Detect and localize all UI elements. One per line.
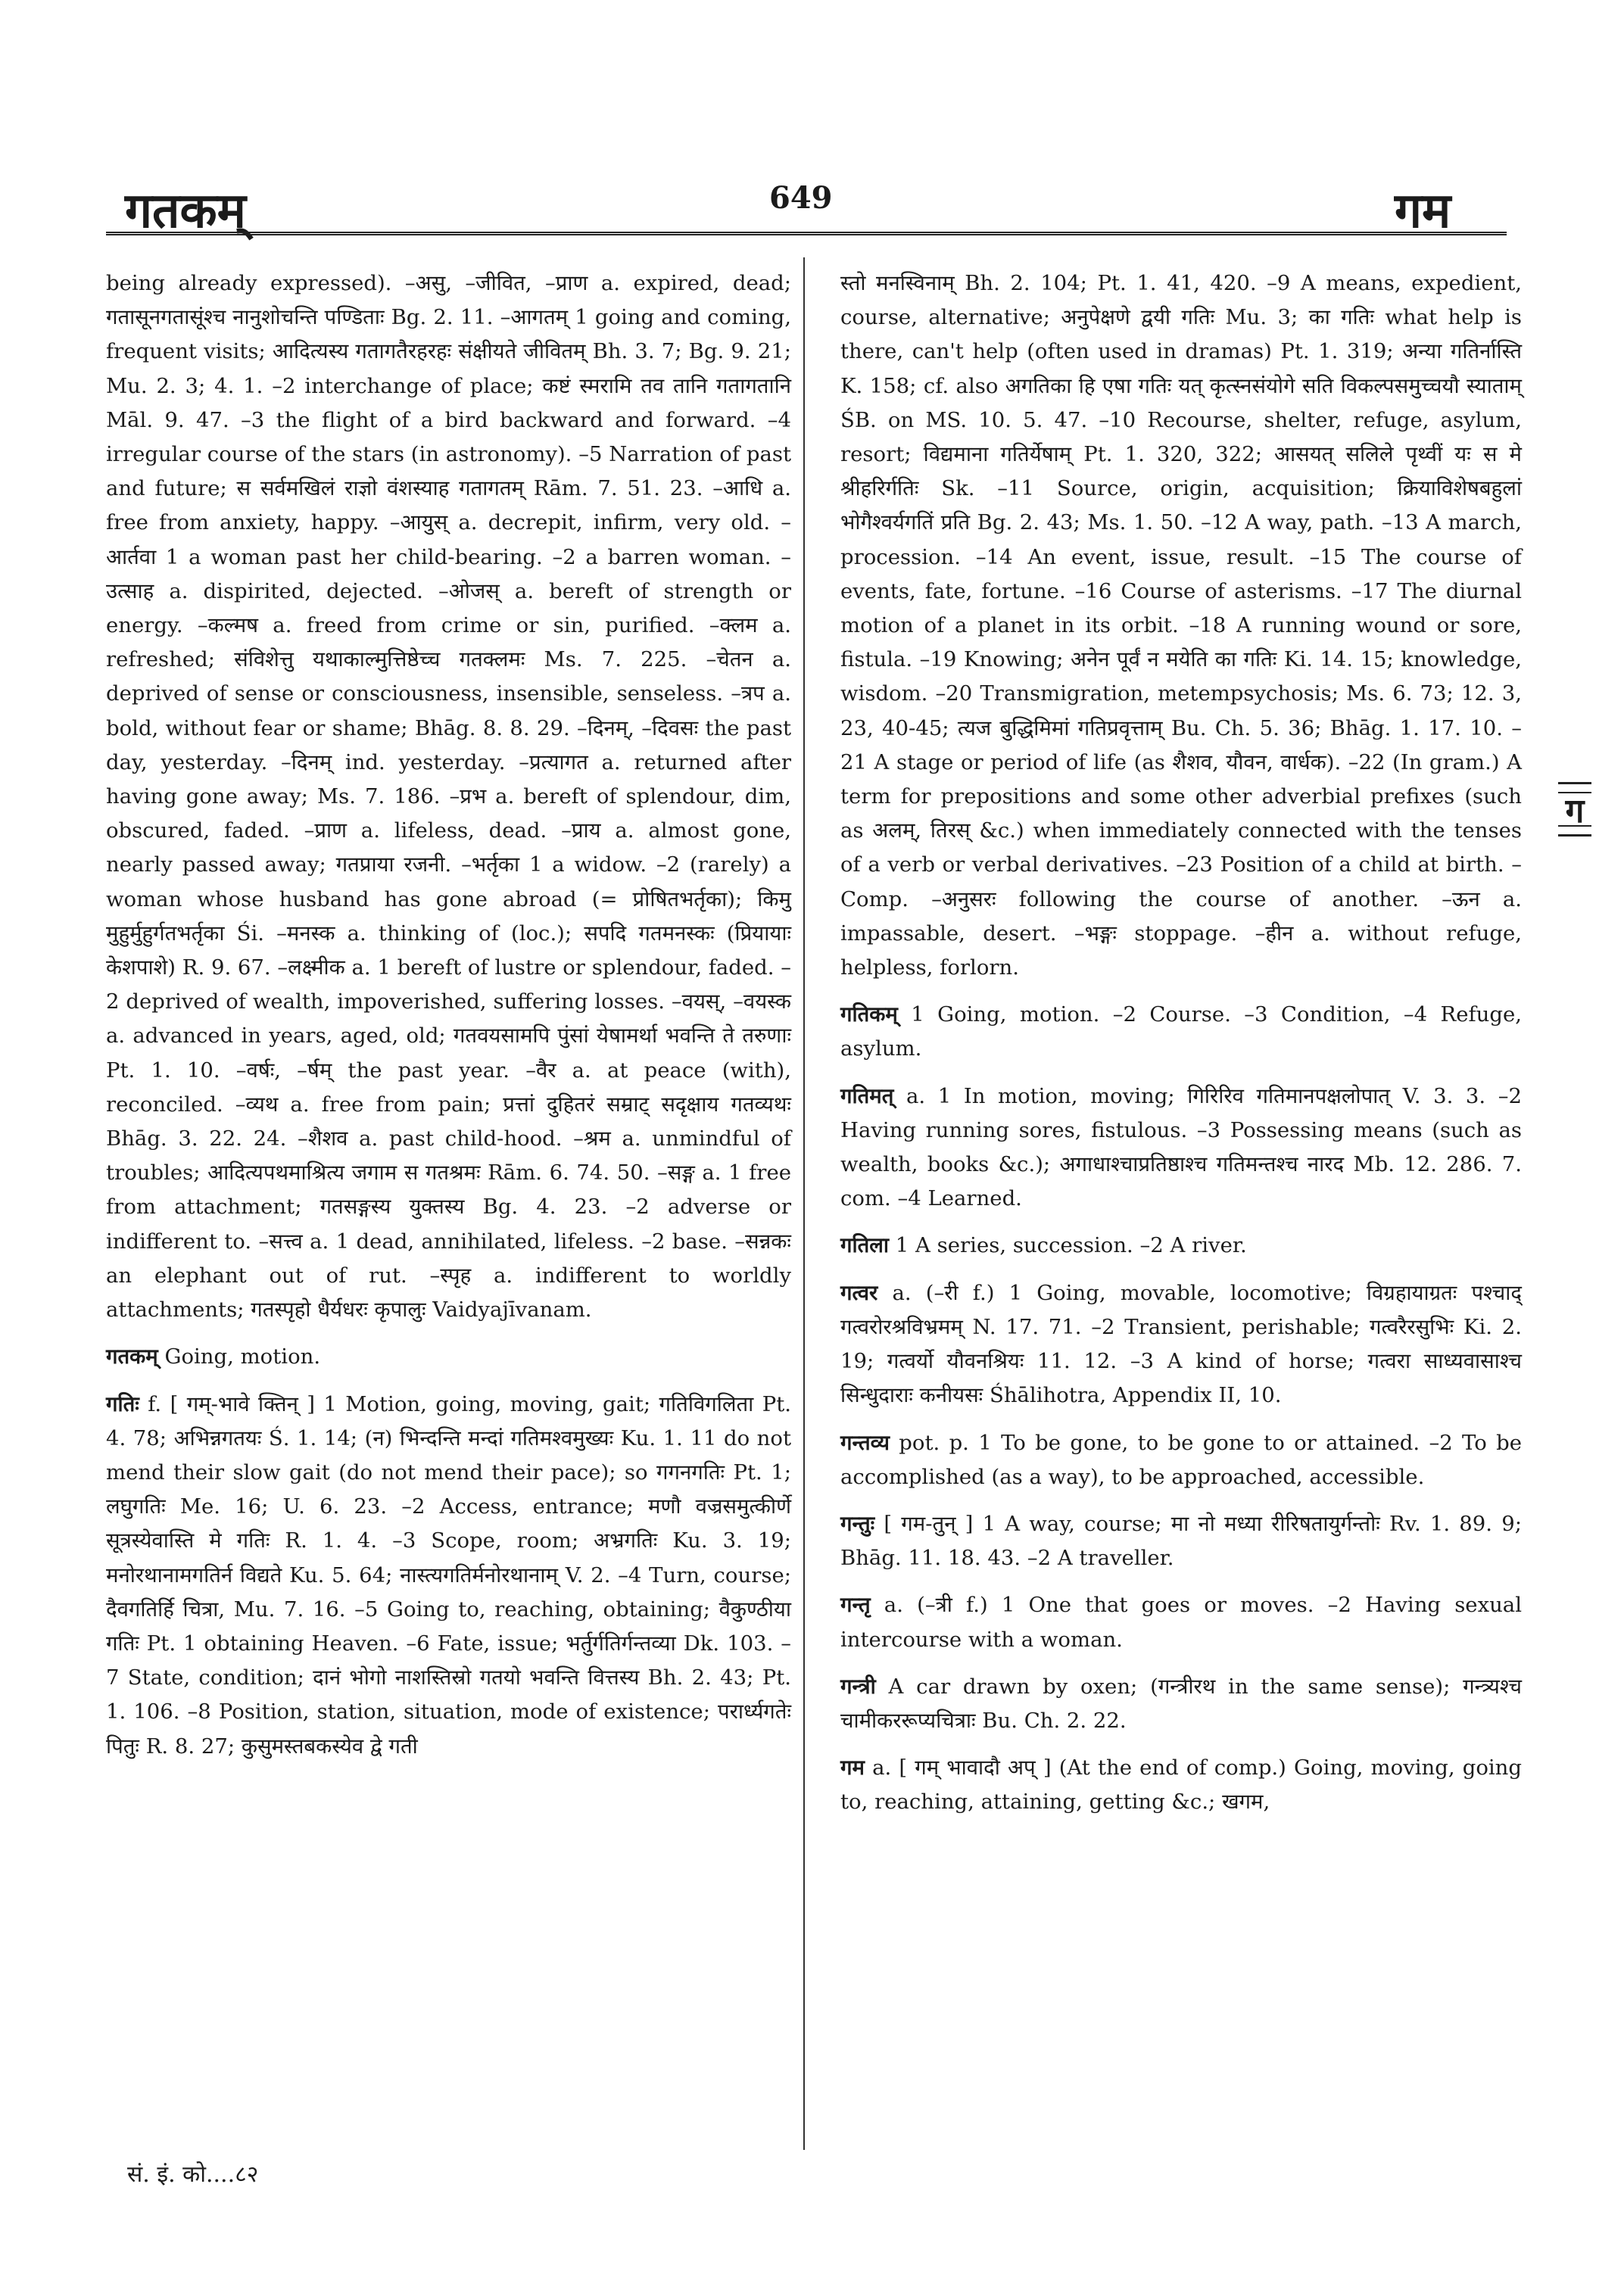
headword: गतिला	[840, 1233, 890, 1258]
entry-gatila	[840, 1229, 1522, 1263]
definition: f. [ गम्-भावे क्तिन् ] 1 Motion, going, moving, gait; गतिविगलिता Pt. 4. 78; अभिन्नगतयः Ś. 1. 14; (न) भिन्दन्ति मन्दां गतिमश्वमुख्यः Ku. 1. 11 do not mend their slow gait (do not mend their pace); so गगनगतिः Pt. 1; लघुगतिः Me. 16; U. 6. 23. –2 Access, entrance; मणौ वज्रसमुत्कीर्णे सूत्रस्येवास्ति मे गतिः R. 1. 4. –3 Scope, room; अभ्रगतिः Ku. 3. 19; मनोरथानामगतिर्न विद्यते Ku. 5. 64; नास्त्यगतिर्मनोरथानाम् V. 2. –4 Turn, course; दैवगतिर्हि चित्रा, Mu. 7. 16. –5 Going to, reaching, obtaining; वैकुण्ठीया गतिः Pt. 1 obtaining Heaven. –6 Fate, issue; भर्तुर्गतिर्गन्तव्या Dk. 103. –7 State, condition; दानं भोगो नाशस्तिस्रो गतयो भवन्ति वित्तस्य Bh. 2. 43; Pt. 1. 106. –8 Position, station, situation, mode of existence; परार्ध्यगतेः पितुः R. 8. 27; कुसुमस्तबकस्येव द्वे गती	[106, 1391, 791, 1759]
headword: गन्तुः	[840, 1511, 875, 1536]
entry-gama	[840, 1751, 1522, 1819]
entry-gantri-noun	[840, 1670, 1522, 1738]
left-guide-word: गतकम्	[125, 182, 246, 239]
definition: 1 Going, motion. –2 Course. –3 Condition, –4 Refuge, asylum.	[840, 1002, 1522, 1061]
footer-signature: सं. इं. को....८२	[127, 2161, 259, 2188]
entry-gatakam	[106, 1340, 791, 1374]
left-column	[106, 266, 791, 1777]
right-guide-word: गम	[1395, 182, 1451, 239]
entry-gatikam	[840, 998, 1522, 1066]
headword: गतिः	[106, 1391, 139, 1416]
headword: गतिकम्	[840, 1002, 898, 1027]
headword: गतकम्	[106, 1344, 158, 1369]
entry-gatimat	[840, 1080, 1522, 1217]
column-divider	[803, 257, 805, 2150]
left-continuation: being already expressed). –असु, –जीवित, –प्राण a. expired, dead; गतासूनगतासूंश्च नानुशोचन्ति पण्डिताः Bg. 2. 11. –आगतम् 1 going and coming, frequent visits; आदित्यस्य गतागतैरहरहः संक्षीयते जीवितम् Bh. 3. 7; Bg. 9. 21; Mu. 2. 3; 4. 1. –2 interchange of place; कष्टं स्मरामि तव तानि गतागतानि Māl. 9. 47. –3 the flight of a bird backward and forward. –4 irregular course of the stars (in astronomy). –5 Narration of past and future; स सर्वमखिलं राज्ञो वंशस्याह गतागतम् Rām. 7. 51. 23. –आधि a. free from anxiety, happy. –आयुस् a. decrepit, infirm, very old. –आर्तवा 1 a woman past her child-bearing. –2 a barren woman. –उत्साह a. dispirited, dejected. –ओजस् a. bereft of strength or energy. –कल्मष a. freed from crime or sin, purified. –क्लम a. refreshed; संविशेत्तु यथाकाल्मुत्तिष्ठेच्च गतक्लमः Ms. 7. 225. –चेतन a. deprived of sense or consciousness, insensible, senseless. –त्रप a. bold, without fear or shame; Bhāg. 8. 8. 29. –दिनम्, –दिवसः the past day, yesterday. –दिनम् ind. yesterday. –प्रत्यागत a. returned after having gone away; Ms. 7. 186. –प्रभ a. bereft of splendour, dim, obscured, faded. –प्राण a. lifeless, dead. –प्राय a. almost gone, nearly passed away; गतप्राया रजनी. –भर्तृका 1 a widow. –2 (rarely) a woman whose husband has gone abroad (= प्रोषितभर्तृका); किमु मुहुर्मुहुर्गतभर्तृका Śi. –मनस्क a. thinking of (loc.); सपदि गतमनस्कः (प्रियायाः केशपाशे) R. 9. 67. –लक्ष्मीक a. 1 bereft of lustre or splendour, faded. –2 deprived of wealth, impoverished, suffering losses. –वयस्, –वयस्क a. advanced in years, aged, old; गतवयसामपि पुंसां येषामर्था भवन्ति ते तरुणाः Pt. 1. 10. –वर्षः, –र्षम् the past year. –वैर a. at peace (with), reconciled. –व्यथ a. free from pain; प्रत्तां दुहितरं सम्राट् सदृक्षाय गतव्यथः Bhāg. 3. 22. 24. –शैशव a. past child-hood. –श्रम a. unmindful of troubles; आदित्यपथमाश्रित्य जगाम स गतश्रमः Rām. 6. 74. 50. –सङ्ग a. 1 free from attachment; गतसङ्गस्य युक्तस्य Bg. 4. 23. –2 adverse or indifferent to. –सत्त्व a. 1 dead, annihilated, lifeless. –2 base. –सन्नकः an elephant out of rut. –स्पृह a. indifferent to worldly attachments; गतस्पृहो धैर्यधरः कृपालुः Vaidyajīvanam.	[106, 271, 791, 1323]
page-number: 649	[769, 180, 833, 216]
right-column	[840, 266, 1522, 1833]
definition: a. (–री f.) 1 Going, movable, locomotive; विग्रहायाग्रतः पश्चाद् गत्वरोरश्रविभ्रमम् N. 17. 71. –2 Transient, perishable; गत्वरैरसुभिः Ki. 2. 19; गत्वर्यो यौवनश्रियः 11. 12. –3 A kind of horse; गत्वरा साध्यवासाश्च सिन्धुदाराः कनीयसः Śhālihotra, Appendix II, 10.	[840, 1280, 1522, 1408]
definition: pot. p. 1 To be gone, to be gone to or attained. –2 To be accomplished (as a way), to be approached, accessible.	[840, 1430, 1522, 1489]
definition: a. 1 In motion, moving; गिरिरिव गतिमानपक्षलोपात् V. 3. 3. –2 Having running sores, fistulous. –3 Possessing means (such as wealth, books &c.); अगाधाश्चाप्रतिष्ठाश्च गतिमन्तश्च नारद Mb. 12. 286. 7. com. –4 Learned.	[840, 1083, 1522, 1211]
definition: Going, motion.	[157, 1344, 321, 1369]
headword: गम	[840, 1756, 865, 1781]
headword: गन्तृ	[840, 1593, 871, 1618]
definition: a. [ गम् भावादौ अप् ] (At the end of comp.) Going, moving, going to, reaching, attaining, getting &c.; खगम,	[840, 1756, 1522, 1815]
entry-gantri-adj	[840, 1588, 1522, 1656]
thumb-index-tab	[1558, 782, 1591, 837]
headword: गत्वर	[840, 1280, 878, 1305]
headword: गतिमत्	[840, 1083, 894, 1108]
definition: A car drawn by oxen; (गन्त्रीरथ in the same sense); गन्त्र्यश्च चामीकररूप्यचित्राः Bu. Ch. 2. 22.	[840, 1674, 1522, 1733]
entry-gatih	[106, 1388, 791, 1764]
thumb-index-letter: ग	[1565, 792, 1585, 830]
entry-gantavya	[840, 1426, 1522, 1494]
right-continuation: स्तो मनस्विनाम् Bh. 2. 104; Pt. 1. 41, 420. –9 A means, expedient, course, alternative; अनुपेक्षणे द्वयी गतिः Mu. 3; का गतिः what help is there, can't help (often used in dramas) Pt. 1. 319; अन्या गतिर्नास्ति K. 158; cf. also अगतिका हि एषा गतिः यत् कृत्स्नसंयोगे सति विकल्पसमुच्चयौ स्याताम् ŚB. on MS. 10. 5. 47. –10 Recourse, shelter, refuge, asylum, resort; विद्यमाना गतिर्येषाम् Pt. 1. 320, 322; आसयत् सलिले पृथ्वीं यः स मे श्रीहरिर्गतिः Sk. –11 Source, origin, acquisition; क्रियाविशेषबहुलां भोगैश्वर्यगतिं प्रति Bg. 2. 43; Ms. 1. 50. –12 A way, path. –13 A march, procession. –14 An event, issue, result. –15 The course of events, fate, fortune. –16 Course of asterisms. –17 The diurnal motion of a planet in its orbit. –18 A running wound or sore, fistula. –19 Knowing; अनेन पूर्वं न मयेति का गतिः Ki. 14. 15; knowledge, wisdom. –20 Transmigration, metempsychosis; Ms. 6. 73; 12. 3, 23, 40-45; त्यज बुद्धिमिमां गतिप्रवृत्ताम् Bu. Ch. 5. 36; Bhāg. 1. 17. 10. –21 A stage or period of life (as शैशव, यौवन, वार्धक). –22 (In gram.) A term for prepositions and some other adverbial prefixes (such as अलम्, तिरस् &c.) when immediately connected with the tenses of a verb or verbal derivatives. –23 Position of a child at birth. –Comp. –अनुसरः following the course of another. –ऊन a. impassable, desert. –भङ्गः stoppage. –हीन a. without refuge, helpless, forlorn.	[840, 271, 1522, 980]
definition: a. (–त्री f.) 1 One that goes or moves. –2 Having sexual intercourse with a woman.	[840, 1593, 1522, 1652]
entry-gantuh	[840, 1507, 1522, 1575]
header-double-rule	[106, 232, 1507, 235]
definition: 1 A series, succession. –2 A river.	[889, 1233, 1247, 1258]
headword: गन्तव्य	[840, 1430, 890, 1455]
entry-gatvara	[840, 1276, 1522, 1413]
headword: गन्त्री	[840, 1674, 876, 1699]
definition: [ गम-तुन् ] 1 A way, course; मा नो मध्या रीरिषतायुर्गन्तोः Rv. 1. 89. 9; Bhāg. 11. 18. 43. –2 A traveller.	[840, 1511, 1522, 1571]
